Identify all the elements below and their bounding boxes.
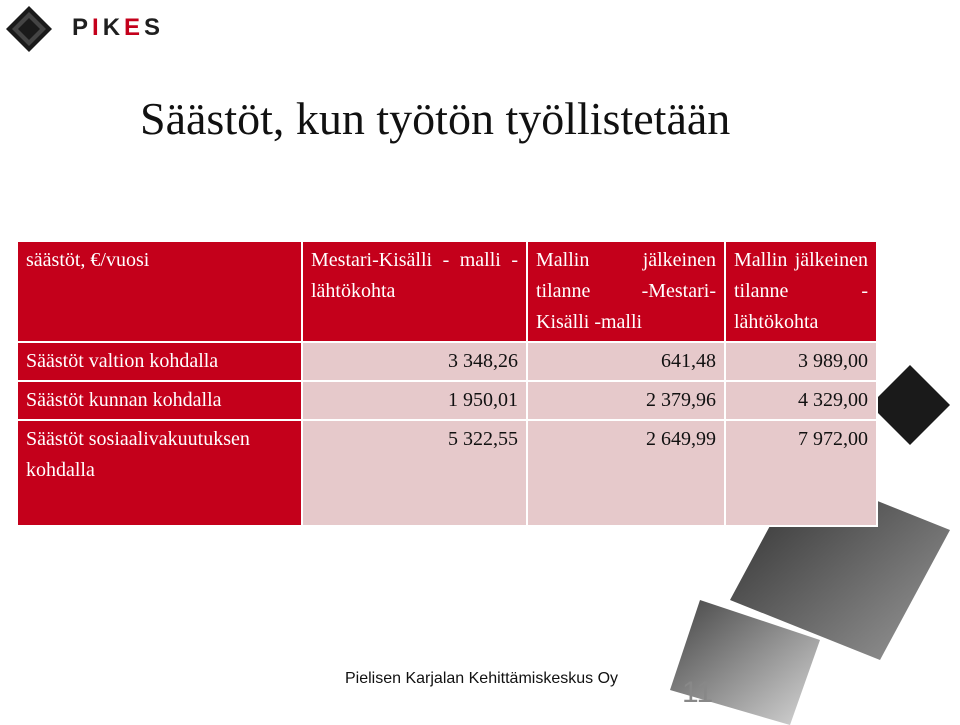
row-label: Säästöt kunnan kohdalla xyxy=(17,381,302,420)
table-header-row xyxy=(17,241,877,342)
table-row xyxy=(17,342,877,381)
table-cell: 1 950,01 xyxy=(302,381,527,420)
savings-table xyxy=(16,240,878,527)
column-header-after-vs-baseline: Mallin jälkeinen tilanne - lähtökohta xyxy=(725,241,877,342)
table-cell: 3 989,00 xyxy=(725,342,877,381)
table-cell: 4 329,00 xyxy=(725,381,877,420)
table-cell: 2 649,99 xyxy=(527,420,725,526)
logo-brand-text xyxy=(72,14,164,42)
table-cell: 2 379,96 xyxy=(527,381,725,420)
table-row xyxy=(17,381,877,420)
table-cell: 641,48 xyxy=(527,342,725,381)
table-cell: 7 972,00 xyxy=(725,420,877,526)
footer-organization: Pielisen Karjalan Kehittämiskeskus Oy xyxy=(345,670,619,687)
page-title: Säästöt, kun työtön työllistetään xyxy=(140,93,731,144)
table-cell: 3 348,26 xyxy=(302,342,527,381)
pikes-logo-icon xyxy=(4,4,54,54)
column-header-baseline: Mestari-Kisälli - malli - lähtökohta xyxy=(302,241,527,342)
pikes-logo xyxy=(0,0,190,60)
table-row xyxy=(17,420,877,526)
page-number: 11 xyxy=(682,676,714,709)
column-header-savings: säästöt, €/vuosi xyxy=(17,241,302,342)
row-label: Säästöt sosiaalivakuutuksen kohdalla xyxy=(17,420,302,526)
table-cell: 5 322,55 xyxy=(302,420,527,526)
column-header-after-vs-model: Mallin jälkeinen tilanne -Mestari-Kisälli -malli xyxy=(527,241,725,342)
row-label: Säästöt valtion kohdalla xyxy=(17,342,302,381)
logo-brand-letters: PIKES xyxy=(72,14,165,41)
